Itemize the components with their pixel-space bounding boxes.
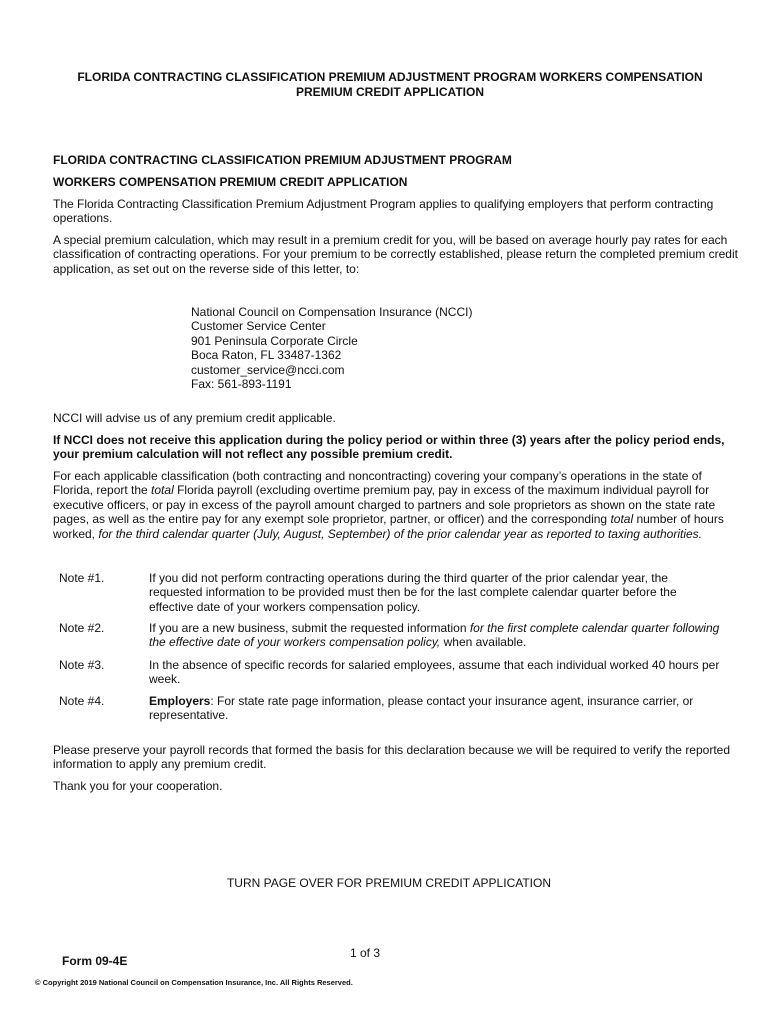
address-email: customer_service@ncci.com (191, 362, 345, 377)
address-fax: Fax: 561-893-1191 (191, 377, 292, 392)
address-dept: Customer Service Center (191, 319, 326, 334)
address-street: 901 Peninsula Corporate Circle (191, 333, 358, 348)
form-number: Form 09-4E (62, 954, 128, 968)
note-4-text: Employers: For state rate page information, please contact your insurance agent, insurance carrier, or representative. (149, 694, 694, 723)
turn-page-notice: TURN PAGE OVER FOR PREMIUM CREDIT APPLICATION (226, 876, 552, 890)
preserve-paragraph: Please preserve your payroll records that formed the basis for this declaration because we will be required to verify the reported information to apply any premium credit. (53, 743, 731, 772)
note-3-label: Note #3. (59, 658, 105, 672)
program-heading: FLORIDA CONTRACTING CLASSIFICATION PREMIUM ADJUSTMENT PROGRAM (53, 153, 512, 167)
document-title: FLORIDA CONTRACTING CLASSIFICATION PREMIUM ADJUSTMENT PROGRAM WORKERS COMPENSATION PREMIUM CREDIT APPLICATION (77, 70, 703, 99)
address-name: National Council on Compensation Insurance (NCCI) (191, 305, 473, 319)
warning-paragraph: If NCCI does not receive this application during the policy period or within three (3) years after the policy period ends, your premium calculation will not reflect any possible premium credit. (53, 433, 725, 462)
intro-paragraph-2: A special premium calculation, which may result in a premium credit for you, will be based on average hourly pay rates for each classification of contracting operations. For your premium to be correctly established, please return the completed premium credit application, as set out on the reverse side of this letter, to: (53, 233, 738, 276)
note-1-label: Note #1. (59, 571, 105, 585)
report-paragraph: For each applicable classification (both contracting and noncontracting) covering your company’s operations in the state of Florida, report the total Florida payroll (excluding overtime premium pay, pay in excess of the maximum individual payroll for executive officers, or pay in excess of the payroll amount charged to partners and sole proprietors as shown on the state rate pages, as well as the entire pay for any exempt sole proprietor, partner, or officer) and the corresponding total number of hours worked, for the third calendar quarter (July, August, September) of the prior calendar year as reported to taxing authorities. (53, 469, 724, 541)
application-heading: WORKERS COMPENSATION PREMIUM CREDIT APPLICATION (53, 175, 408, 189)
page-number: 1 of 3 (350, 946, 381, 960)
thanks-paragraph: Thank you for your cooperation. (53, 779, 223, 793)
note-4-label: Note #4. (59, 694, 105, 708)
address-city: Boca Raton, FL 33487-1362 (191, 348, 342, 363)
note-1-text: If you did not perform contracting operations during the third quarter of the prior calendar year, the requested information to be provided must then be for the last complete calendar quarter before the effective date of your workers compensation policy. (149, 571, 677, 614)
ncci-address-block (191, 305, 472, 391)
copyright: © Copyright 2019 National Council on Compensation Insurance, Inc. All Rights Reserved. (35, 978, 353, 987)
intro-paragraph-1: The Florida Contracting Classification Premium Adjustment Program applies to qualifying employers that perform contracting operations. (53, 197, 714, 226)
note-3-text: In the absence of specific records for salaried employees, assume that each individual worked 40 hours per week. (149, 658, 720, 687)
advise-paragraph: NCCI will advise us of any premium credit applicable. (53, 411, 336, 425)
note-2-text: If you are a new business, submit the requested information for the first complete calendar quarter following the effective date of your workers compensation policy, when available. (149, 621, 720, 650)
note-2-label: Note #2. (59, 621, 105, 635)
